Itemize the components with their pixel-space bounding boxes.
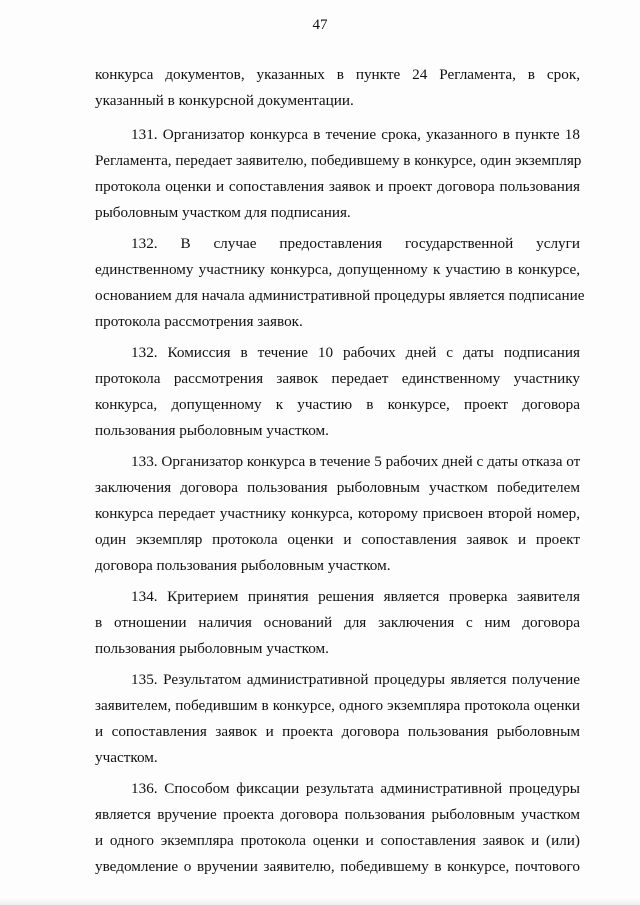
text-line: 136. Способом фиксации результата административной процедуры	[131, 780, 580, 797]
text-line: 134. Критерием принятия решения является проверка заявителя	[131, 588, 580, 605]
text-line: 133. Организатор конкурса в течение 5 рабочих дней с даты отказа от	[131, 453, 581, 470]
text-line: является вручение проекта договора пользования рыболовным участком	[95, 806, 580, 823]
paragraph-136	[95, 776, 580, 880]
paragraph-133	[95, 449, 580, 579]
text-line: рыболовным участком для подписания.	[95, 204, 351, 221]
text-line: участком.	[95, 749, 158, 766]
paragraph-132-b	[95, 340, 580, 444]
text-line: пользования рыболовным участком.	[95, 422, 329, 439]
text-line: пользования рыболовным участком.	[95, 640, 329, 657]
text-line: один экземпляр протокола оценки и сопоставления заявок и проект	[95, 531, 580, 548]
paragraph-131	[95, 122, 580, 226]
paragraph-135	[95, 667, 580, 771]
text-line: протокола оценки и сопоставления заявок и проект договора пользования	[95, 178, 580, 195]
text-line: заявителем, победившим в конкурсе, одного экземпляра протокола оценки	[95, 697, 580, 714]
text-line: 131. Организатор конкурса в течение срока, указанного в пункте 18	[131, 126, 580, 143]
text-line: договора пользования рыболовным участком.	[95, 557, 391, 574]
text-line: конкурса документов, указанных в пункте 24 Регламента, в срок,	[95, 66, 580, 83]
text-line: в отношении наличия оснований для заключения с ним договора	[95, 614, 580, 631]
text-line: уведомление о вручении заявителю, победившему в конкурсе, почтового	[95, 858, 580, 875]
text-line: 135. Результатом административной процедуры является получение	[131, 671, 580, 688]
text-line: протокола рассмотрения заявок передает единственному участнику	[95, 370, 580, 387]
text-line: единственному участнику конкурса, допущенному к участию в конкурсе,	[95, 261, 580, 278]
text-line: конкурса, допущенному к участию в конкурсе, проект договора	[95, 396, 580, 413]
text-line: и одного экземпляра протокола оценки и сопоставления заявок и (или)	[95, 832, 580, 849]
text-line: Регламента, передает заявителю, победившему в конкурсе, один экземпляр	[95, 152, 582, 169]
paragraph-134	[95, 584, 580, 662]
text-line: протокола рассмотрения заявок.	[95, 313, 303, 330]
body-text	[95, 62, 585, 880]
text-line: основанием для начала административной процедуры является подписание	[95, 287, 585, 304]
paragraph-continuation	[95, 62, 580, 114]
text-line: указанный в конкурсной документации.	[95, 92, 354, 109]
paragraph-132-a	[95, 231, 585, 335]
text-line: 132. Комиссия в течение 10 рабочих дней с даты подписания	[131, 344, 580, 361]
text-line: и сопоставления заявок и проекта договора пользования рыболовным	[95, 723, 580, 740]
text-line: конкурса передает участнику конкурса, которому присвоен второй номер,	[95, 505, 580, 522]
page-bottom-edge	[0, 898, 640, 905]
page-number: 47	[312, 17, 328, 33]
text-line: заключения договора пользования рыболовным участком победителем	[95, 479, 580, 496]
text-line: 132. В случае предоставления государственной услуги	[131, 235, 580, 252]
